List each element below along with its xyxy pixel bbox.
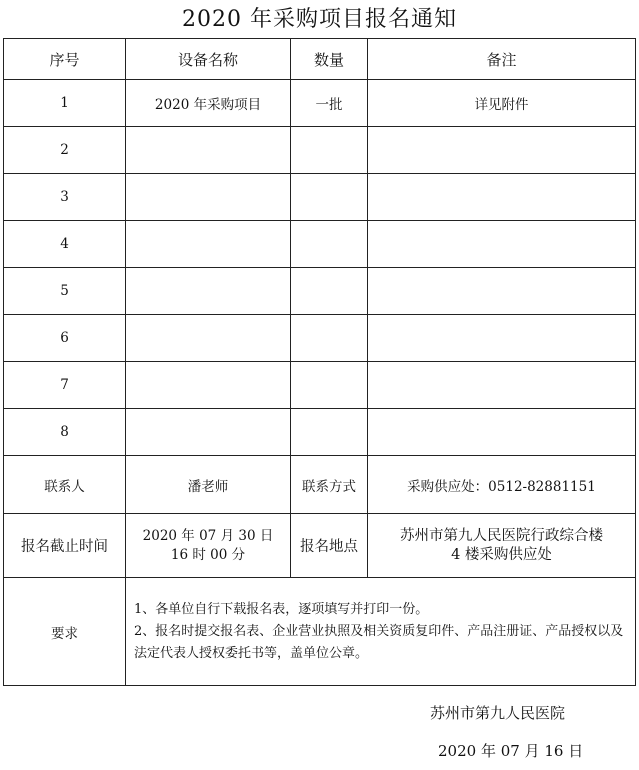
table-row — [4, 174, 636, 221]
issuing-organization: 苏州市第九人民医院 — [430, 704, 566, 722]
table-row — [4, 221, 636, 268]
deadline-datetime — [126, 514, 291, 578]
contact-label: 联系人 — [4, 456, 126, 514]
row-remarks — [368, 362, 636, 409]
row-number: 8 — [4, 409, 126, 456]
requirement-item-2: 2、报名时提交报名表、企业营业执照及相关资质复印件、产品注册证、产品授权以及法定代表人授权委托书等，盖单位公章。 — [134, 623, 624, 661]
row-equipment-name — [126, 127, 291, 174]
header-remarks: 备注 — [368, 39, 636, 80]
row-equipment-name — [126, 268, 291, 315]
row-quantity — [291, 127, 368, 174]
row-remarks — [368, 315, 636, 362]
row-quantity — [291, 409, 368, 456]
issue-date: 2020 年 07 月 16 日 — [438, 742, 584, 760]
requirements-label: 要求 — [4, 578, 126, 686]
row-number: 3 — [4, 174, 126, 221]
row-number: 7 — [4, 362, 126, 409]
table-row — [4, 409, 636, 456]
row-quantity — [291, 362, 368, 409]
row-equipment-name: 2020 年采购项目 — [126, 80, 291, 127]
requirement-item-1: 1、各单位自行下载报名表，逐项填写并打印一份。 — [134, 601, 429, 617]
requirements-text — [126, 578, 636, 686]
header-quantity: 数量 — [291, 39, 368, 80]
deadline-date: 2020 年 07 月 30 日 — [142, 527, 274, 544]
row-remarks — [368, 268, 636, 315]
row-quantity — [291, 315, 368, 362]
row-equipment-name — [126, 409, 291, 456]
row-equipment-name — [126, 174, 291, 221]
registration-table — [3, 38, 636, 686]
contact-person: 潘老师 — [126, 456, 291, 514]
row-remarks — [368, 174, 636, 221]
table-row — [4, 80, 636, 127]
table-row — [4, 315, 636, 362]
row-remarks — [368, 409, 636, 456]
requirements-row — [4, 578, 636, 686]
location-line-2: 4 楼采购供应处 — [451, 546, 552, 563]
row-number: 2 — [4, 127, 126, 174]
row-remarks: 详见附件 — [368, 80, 636, 127]
table-header-row — [4, 39, 636, 80]
header-serial: 序号 — [4, 39, 126, 80]
page-title: 2020 年采购项目报名通知 — [182, 7, 457, 32]
row-remarks — [368, 127, 636, 174]
registration-location — [368, 514, 636, 578]
row-number: 5 — [4, 268, 126, 315]
location-line-1: 苏州市第九人民医院行政综合楼 — [400, 527, 603, 544]
table-row — [4, 268, 636, 315]
deadline-label: 报名截止时间 — [4, 514, 126, 578]
deadline-time: 16 时 00 分 — [170, 546, 246, 563]
contact-method-label: 联系方式 — [291, 456, 368, 514]
row-equipment-name — [126, 362, 291, 409]
row-number: 4 — [4, 221, 126, 268]
row-number: 6 — [4, 315, 126, 362]
row-quantity: 一批 — [291, 80, 368, 127]
row-quantity — [291, 221, 368, 268]
contact-method-value: 采购供应处：0512-82881151 — [368, 456, 636, 514]
table-row — [4, 362, 636, 409]
contact-row — [4, 456, 636, 514]
table-row — [4, 127, 636, 174]
row-equipment-name — [126, 315, 291, 362]
deadline-row — [4, 514, 636, 578]
row-quantity — [291, 174, 368, 221]
row-quantity — [291, 268, 368, 315]
header-equipment-name: 设备名称 — [126, 39, 291, 80]
row-number: 1 — [4, 80, 126, 127]
location-label: 报名地点 — [291, 514, 368, 578]
row-remarks — [368, 221, 636, 268]
row-equipment-name — [126, 221, 291, 268]
